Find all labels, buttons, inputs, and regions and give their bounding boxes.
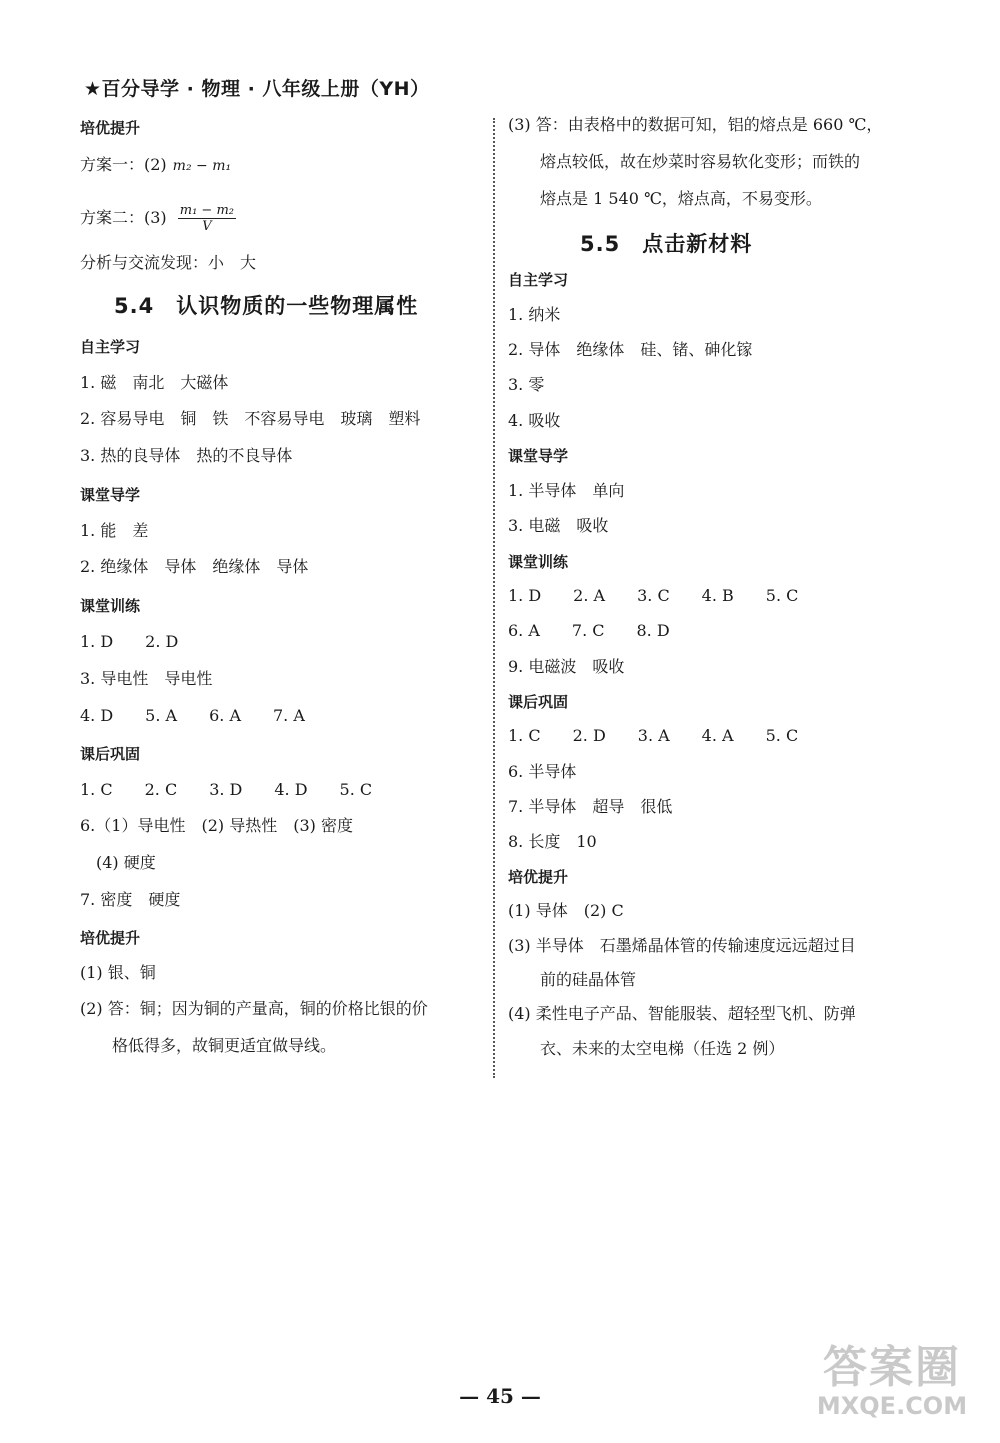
answer-line: 6.（1）导电性 (2) 导热性 (3) 密度 (80, 816, 353, 835)
section-heading: 课堂训练 (80, 597, 141, 615)
section-heading: 自主学习 (508, 271, 569, 289)
analysis-line: 分析与交流发现：小 大 (80, 253, 257, 272)
watermark-logo (802, 1343, 982, 1423)
answer-line: 格低得多，故铜更适宜做导线。 (80, 1036, 337, 1055)
section-heading: 课后巩固 (508, 693, 569, 711)
chapter-title-5-4: 5.4 认识物质的一些物理属性 (114, 294, 419, 318)
answer-line: 4. 吸收 (508, 411, 561, 430)
plan-one-formula: m₂ − m₁ (172, 158, 232, 174)
answer-line: 7. 密度 硬度 (80, 890, 181, 909)
answer-line: 衣、未来的太空电梯（任选 2 例） (508, 1039, 785, 1058)
fraction-denominator: V (202, 219, 212, 234)
answer-line: (3) 半导体 石墨烯晶体管的传输速度远远超过目 (508, 936, 856, 955)
section-heading: 课堂导学 (508, 447, 569, 465)
plan-two-label: 方案二：(3) (80, 208, 167, 227)
answer-line: 1. D 2. A 3. C 4. B 5. C (508, 586, 799, 605)
watermark-brand: 答案圈 (823, 1342, 961, 1393)
book-header: ★百分导学 · 物理 · 八年级上册（YH） (84, 78, 430, 100)
answer-line: (1) 银、铜 (80, 963, 156, 982)
section-heading: 培优提升 (80, 929, 141, 947)
answer-line: 2. 绝缘体 导体 绝缘体 导体 (80, 557, 309, 576)
answer-line: 1. 磁 南北 大磁体 (80, 373, 229, 392)
answer-line: 2. 导体 绝缘体 硅、锗、砷化镓 (508, 340, 753, 359)
answer-line: 6. A 7. C 8. D (508, 621, 670, 640)
answer-line: 2. 容易导电 铜 铁 不容易导电 玻璃 塑料 (80, 409, 421, 428)
column-divider (493, 118, 495, 1078)
section-heading: 课堂训练 (508, 553, 569, 571)
answer-line: 1. 半导体 单向 (508, 481, 625, 500)
answer-line: 6. 半导体 (508, 762, 577, 781)
section-heading: 课堂导学 (80, 486, 141, 504)
answer-line: 1. C 2. C 3. D 4. D 5. C (80, 780, 373, 799)
answer-line: 7. 半导体 超导 很低 (508, 797, 673, 816)
chapter-title-5-5: 5.5 点击新材料 (580, 232, 753, 256)
plan-one-label: 方案一：(2) (80, 155, 167, 174)
answer-line: 9. 电磁波 吸收 (508, 657, 625, 676)
section-heading: 课后巩固 (80, 745, 141, 763)
answer-line: 8. 长度 10 (508, 832, 597, 851)
watermark-site: MXQE.COM (816, 1392, 968, 1420)
section-heading: 培优提升 (508, 868, 569, 886)
answer-line: 熔点较低，故在炒菜时容易软化变形；而铁的 (508, 152, 861, 171)
answer-line: 前的硅晶体管 (508, 970, 637, 989)
plan-two-line (80, 203, 236, 234)
answer-line: 熔点是 1 540 ℃，熔点高，不易变形。 (508, 189, 822, 208)
answer-line: 3. 热的良导体 热的不良导体 (80, 446, 293, 465)
section-heading: 培优提升 (80, 119, 141, 137)
answer-line: 4. D 5. A 6. A 7. A (80, 706, 305, 725)
plan-two-fraction (178, 203, 236, 234)
answer-line: 3. 零 (508, 375, 545, 394)
answer-line: (2) 答：铜；因为铜的产量高，铜的价格比银的价 (80, 999, 428, 1018)
answer-line: 1. C 2. D 3. A 4. A 5. C (508, 726, 799, 745)
fraction-numerator: m₁ − m₂ (179, 203, 234, 218)
answer-line: 1. 纳米 (508, 305, 561, 324)
answer-line: 1. 能 差 (80, 521, 149, 540)
answer-line: (1) 导体 (2) C (508, 901, 624, 920)
answer-line: 3. 导电性 导电性 (80, 669, 213, 688)
answer-line: (4) 柔性电子产品、智能服装、超轻型飞机、防弹 (508, 1004, 856, 1023)
page-number: — 45 — (459, 1384, 541, 1408)
answer-line: 1. D 2. D (80, 632, 179, 651)
answer-line: (4) 硬度 (80, 853, 156, 872)
plan-one-line (80, 155, 231, 176)
answer-line: (3) 答：由表格中的数据可知，铝的熔点是 660 ℃， (508, 115, 883, 134)
answer-line: 3. 电磁 吸收 (508, 516, 609, 535)
section-heading: 自主学习 (80, 338, 141, 356)
